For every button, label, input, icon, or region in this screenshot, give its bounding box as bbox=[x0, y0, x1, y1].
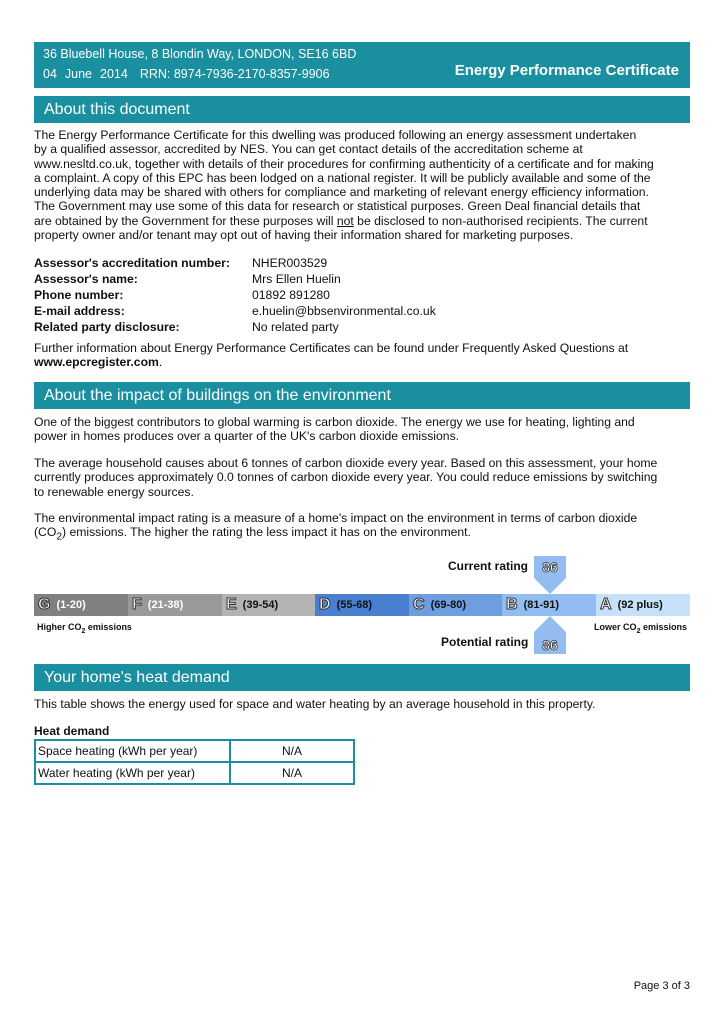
band-range: (55-68) bbox=[336, 599, 373, 611]
band-letter: F bbox=[132, 596, 142, 613]
page-number: Page 3 of 3 bbox=[633, 980, 690, 992]
band-letter: G bbox=[38, 596, 51, 613]
detail-row bbox=[34, 303, 436, 319]
current-rating-marker bbox=[530, 556, 570, 594]
subscript: 2 bbox=[636, 627, 641, 635]
potential-rating-marker bbox=[530, 616, 570, 654]
detail-label: Phone number: bbox=[34, 288, 124, 302]
about-line: by a qualified assessor, accredited by NES. You can get contact details of the accreditation scheme at bbox=[34, 142, 583, 157]
band-e bbox=[222, 594, 315, 616]
band-d bbox=[315, 594, 409, 616]
table-cell-value: N/A bbox=[230, 740, 354, 762]
text-run: are obtained by the Government for these purposes will bbox=[34, 213, 337, 228]
band-range: (81-91) bbox=[523, 599, 560, 611]
band-letter: B bbox=[506, 596, 518, 613]
band-letter: A bbox=[600, 596, 612, 613]
about-line: property owner and/or tenant may opt out of having their information shared for marketing purposes. bbox=[34, 228, 574, 243]
date-year: 2014 bbox=[100, 67, 128, 81]
detail-value: Mrs Ellen Huelin bbox=[252, 272, 341, 286]
impact-line: currently produces approximately 0.0 tonnes of carbon dioxide every year. You could reduce emissions by switching bbox=[34, 470, 658, 485]
epc-register-link[interactable]: www.epcregister.com bbox=[34, 355, 159, 370]
current-rating-label: Current rating bbox=[448, 559, 529, 573]
table-cell-label: Space heating (kWh per year) bbox=[35, 740, 230, 762]
table-cell-value: N/A bbox=[230, 762, 354, 784]
subscript: 2 bbox=[56, 531, 62, 543]
document-title: Energy Performance Certificate bbox=[454, 62, 679, 79]
detail-label: Related party disclosure: bbox=[34, 320, 180, 334]
detail-value: NHER003529 bbox=[252, 256, 328, 270]
band-range: (1-20) bbox=[56, 599, 86, 611]
table-row bbox=[35, 740, 354, 762]
text-run: . bbox=[158, 355, 163, 370]
text-run: be disclosed to non-authorised recipients. The current bbox=[353, 213, 648, 228]
heat-demand-intro: This table shows the energy used for space and water heating by an average household in this property. bbox=[34, 697, 596, 711]
impact-line: The average household causes about 6 tonnes of carbon dioxide every year. Based on this assessment, your home bbox=[34, 456, 658, 470]
text-run: (CO bbox=[34, 525, 57, 540]
text-run: Higher CO bbox=[37, 622, 82, 632]
about-line: The Energy Performance Certificate for this dwelling was produced following an energy assessment undertaken bbox=[34, 128, 637, 142]
table-row bbox=[35, 762, 354, 784]
band-range: (21-38) bbox=[147, 599, 184, 611]
higher-emissions-label bbox=[37, 622, 132, 635]
detail-row bbox=[34, 255, 436, 271]
lower-emissions-label bbox=[594, 622, 687, 635]
further-info bbox=[34, 341, 690, 370]
impact-line: The environmental impact rating is a measure of a home's impact on the environment in terms of carbon dioxide bbox=[34, 511, 638, 525]
detail-row bbox=[34, 319, 436, 335]
section-heading-environment: About the impact of buildings on the environment bbox=[34, 382, 690, 409]
text-run: Lower CO bbox=[594, 622, 637, 632]
potential-rating-label: Potential rating bbox=[441, 635, 529, 649]
date-month: June bbox=[64, 67, 93, 81]
detail-value: No related party bbox=[252, 320, 339, 334]
band-range: (39-54) bbox=[242, 599, 279, 611]
band-a bbox=[596, 594, 690, 616]
band-f bbox=[128, 594, 222, 616]
text-run: emissions bbox=[85, 622, 132, 632]
detail-row bbox=[34, 271, 436, 287]
impact-line: to renewable energy sources. bbox=[34, 484, 194, 499]
band-letter: C bbox=[413, 596, 425, 613]
date-day: 04 bbox=[43, 67, 57, 81]
environmental-impact-scale bbox=[34, 594, 690, 616]
impact-line: power in homes produces over a quarter of the UK's carbon dioxide emissions. bbox=[34, 429, 460, 444]
about-line: underlying data may be shared with others for compliance and marketing of relevant energy efficiency information. bbox=[34, 185, 649, 200]
potential-rating-value: 86 bbox=[542, 637, 558, 653]
underlined-text: not bbox=[336, 213, 354, 228]
band-b bbox=[502, 594, 596, 616]
email-link[interactable]: e.huelin@bbsenvironmental.co.uk bbox=[252, 304, 436, 318]
detail-label: Assessor's accreditation number: bbox=[34, 256, 230, 270]
property-address: 36 Bluebell House, 8 Blondin Way, LONDON, SE16 6BD bbox=[43, 47, 357, 61]
about-line: www.nesltd.co.uk, together with details of their procedures for confirming authenticity of a certificate and for making bbox=[34, 156, 654, 171]
impact-paragraph-1 bbox=[34, 415, 690, 444]
further-info-line bbox=[34, 355, 690, 369]
about-line: a complaint. A copy of this EPC has been lodged on a national register. It will be publicly available and some of the bbox=[34, 170, 651, 185]
band-letter: E bbox=[226, 596, 237, 613]
band-c bbox=[409, 594, 502, 616]
about-line: The Government may use some of this data for research or statistical purposes. Green Deal financial details that bbox=[34, 199, 641, 214]
impact-line bbox=[34, 525, 690, 545]
text-run: ) emissions. The higher the rating the less impact it has on the environment. bbox=[62, 525, 471, 540]
section-heading-heat-demand: Your home's heat demand bbox=[34, 664, 690, 691]
about-document-text bbox=[34, 128, 690, 242]
detail-label: Assessor's name: bbox=[34, 272, 138, 286]
table-cell-label: Water heating (kWh per year) bbox=[35, 762, 230, 784]
about-line bbox=[34, 214, 690, 228]
text-run: emissions bbox=[640, 622, 687, 632]
current-rating-value: 86 bbox=[542, 559, 558, 575]
rrn: RRN: 8974-7936-2170-8357-9906 bbox=[139, 67, 330, 81]
heat-demand-table bbox=[34, 739, 355, 785]
impact-line: One of the biggest contributors to global warming is carbon dioxide. The energy we use for heating, lighting and bbox=[34, 415, 635, 429]
band-g bbox=[34, 594, 128, 616]
impact-paragraph-2 bbox=[34, 456, 690, 499]
certificate-header bbox=[34, 42, 690, 88]
band-range: (92 plus) bbox=[617, 599, 663, 611]
impact-paragraph-3 bbox=[34, 511, 690, 545]
heat-demand-table-title: Heat demand bbox=[34, 724, 110, 738]
assessor-details bbox=[34, 255, 436, 335]
detail-row bbox=[34, 287, 436, 303]
subscript: 2 bbox=[81, 627, 86, 635]
detail-value: 01892 891280 bbox=[252, 288, 330, 302]
date-and-rrn bbox=[43, 67, 338, 81]
band-range: (69-80) bbox=[430, 599, 467, 611]
detail-label: E-mail address: bbox=[34, 304, 125, 318]
section-heading-about-document: About this document bbox=[34, 96, 690, 123]
further-info-line: Further information about Energy Performance Certificates can be found under Frequently Asked Questions at bbox=[34, 341, 629, 355]
band-letter: D bbox=[319, 596, 331, 613]
